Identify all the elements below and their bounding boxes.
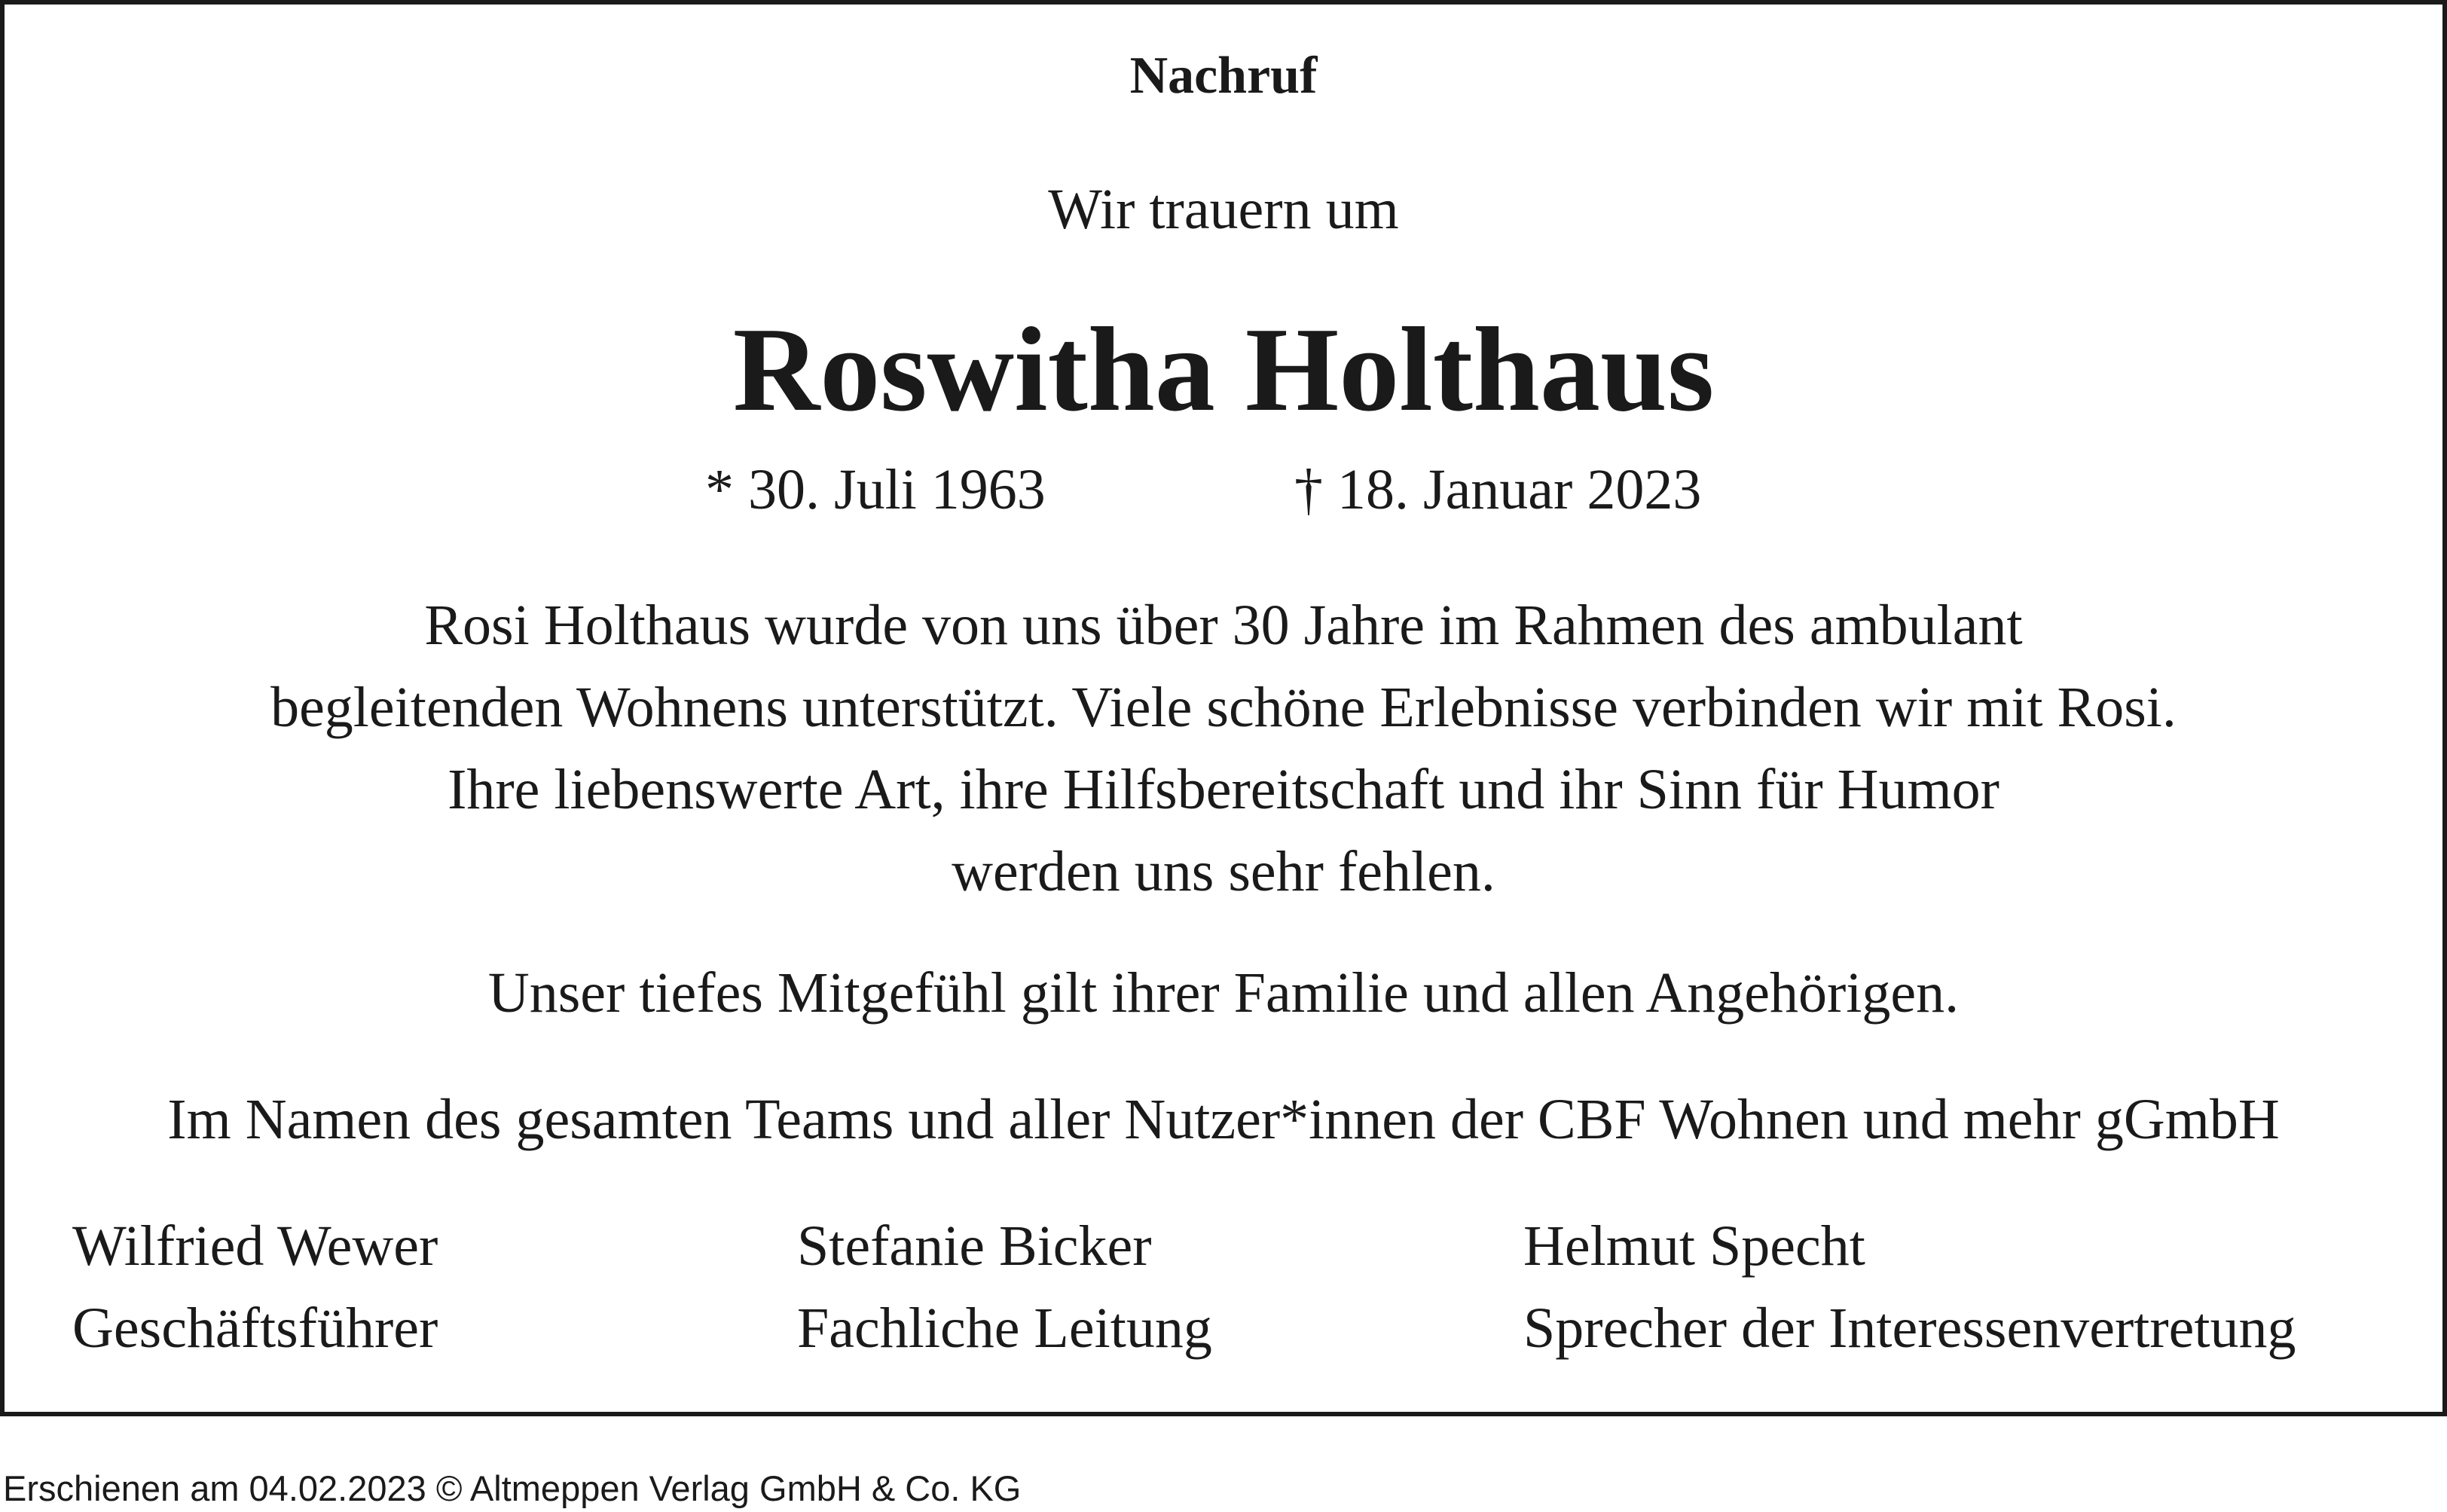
signer-role: Sprecher der Interessenvertretung [1523, 1297, 2296, 1360]
signer-block [1523, 1205, 2296, 1370]
signer-block [72, 1205, 438, 1370]
signer-name: Wilfried Wewer [72, 1214, 438, 1278]
signer-role: Geschäftsführer [72, 1297, 438, 1360]
on-behalf-line: Im Namen des gesamten Teams und aller Nutzer*innen der CBF Wohnen und mehr gGmbH [167, 1088, 2280, 1151]
tribute-line: werden uns sehr fehlen. [952, 840, 1495, 903]
death-date: † 18. Januar 2023 [1294, 458, 1702, 521]
publication-footer: Erschienen am 04.02.2023 © Altmeppen Verlag GmbH & Co. KG [3, 1468, 1022, 1508]
birth-date: * 30. Juli 1963 [705, 458, 1046, 521]
notice-heading: Nachruf [1129, 47, 1318, 105]
condolence-line: Unser tiefes Mitgefühl gilt ihrer Familie und allen Angehörigen. [487, 961, 1960, 1025]
tribute-line: Rosi Holthaus wurde von uns über 30 Jahre im Rahmen des ambulant [424, 594, 2023, 657]
intro-line: Wir trauern um [1048, 178, 1399, 241]
tribute-text [0, 585, 2447, 913]
signer-name: Helmut Specht [1523, 1214, 1865, 1278]
deceased-name: Roswitha Holthaus [732, 302, 1715, 436]
tribute-line: begleitenden Wohnens unterstützt. Viele schöne Erlebnisse verbinden wir mit Rosi. [270, 676, 2177, 739]
signer-block [797, 1205, 1212, 1370]
signer-role: Fachliche Leitung [797, 1297, 1212, 1360]
tribute-line: Ihre liebenswerte Art, ihre Hilfsbereitschaft und ihr Sinn für Humor [448, 758, 1999, 821]
signer-name: Stefanie Bicker [797, 1214, 1152, 1278]
